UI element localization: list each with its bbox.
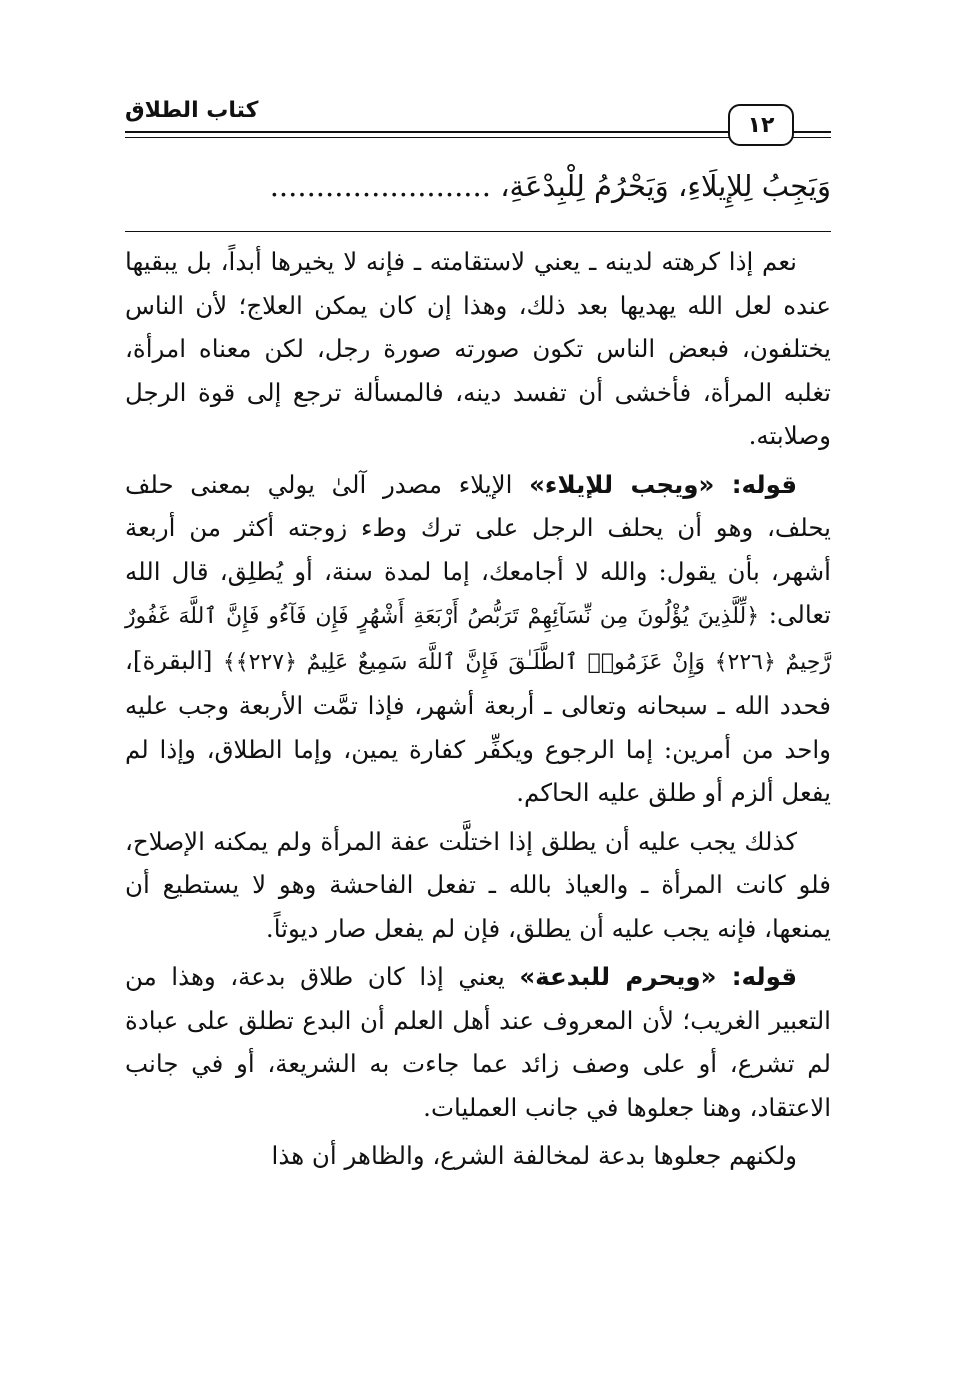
paragraph-4-lead: قوله: «ويحرم للبدعة»: [519, 962, 797, 991]
paragraph-1: نعم إذا كرهته لدينه ـ يعني لاستقامته ـ فإنه لا يخيرها أبداً، بل يبقيها عنده لعل الله يهديها بعد ذلك، وهذا إن كان يمكن العلاج؛ لأن الناس يختلفون، فبعض الناس تكون صورته صورة رجل، لكن معناه امرأة، تغلبه المرأة، فأخشى أن تفسد دينه، فالمسألة ترجع إلى قوة الرجل وصلابته.: [125, 247, 831, 450]
running-header: [125, 98, 831, 148]
paragraph-2-text-a: الإيلاء مصدر آلىٰ يولي بمعنى حلف يحلف، وهو أن يحلف الرجل على ترك وطء زوجته أكثر من أربعة أشهر، بأن يقول: والله لا أجامعك، إما لمدة سنة، أو يُطلِق، قال الله تعالى:: [125, 469, 831, 629]
header-rule: [125, 131, 831, 138]
paragraph-2-text-b: [البقرة]، فحدد الله ـ سبحانه وتعالى ـ أربعة أشهر، فإذا تمَّت الأربعة وجب عليه واحد من أمرين: إما الرجوع ويكفِّر كفارة يمين، وإما الطلاق، وإذا لم يفعل ألزم أو طلق عليه الحاكم.: [125, 645, 831, 807]
paragraph-2-lead: قوله: «ويجب للإيلاء»: [529, 469, 797, 499]
matn-line: [125, 158, 831, 214]
quran-verse: ﴿لِّلَّذِينَ يُؤْلُونَ مِن نِّسَآئِهِمْ تَرَبُّصُ أَرْبَعَةِ أَشْهُرٍ فَإِن فَآءُو فَإِنَّ ٱللَّهَ غَفُورٌ رَّحِيمٌ ﴿٢٢٦﴾ وَإِنْ عَزَمُوا۟ ٱلطَّلَـٰقَ فَإِنَّ ٱللَّهَ سَمِيعٌ عَلِيمٌ ﴿٢٢٧﴾﴾: [125, 604, 831, 675]
paragraph-3: كذلك يجب عليه أن يطلق إذا اختلَّت عفة المرأة ولم يمكنه الإصلاح، فلو كانت المرأة ـ والعياذ بالله ـ تفعل الفاحشة وهو لا يستطيع أن يمنعها، فإنه يجب عليه أن يطلق، فإن لم يفعل صار ديوثاً.: [125, 826, 831, 943]
matn-divider: [125, 231, 831, 232]
page-number: ١٢: [728, 104, 794, 146]
matn-text: وَيَجِبُ لِلإِيلَاءِ، وَيَحْرُمُ لِلْبِدْعَةِ،: [500, 169, 831, 203]
paragraph-5: ولكنهم جعلوها بدعة لمخالفة الشرع، والظاهر أن هذا: [271, 1141, 797, 1170]
commentary-body: [125, 240, 831, 1178]
matn-dots: ........................: [269, 169, 491, 203]
paragraph-2: [125, 463, 831, 815]
book-title: كتاب الطلاق: [125, 98, 266, 123]
paragraph-4-text: يعني إذا كان طلاق بدعة، وهذا من التعبير الغريب؛ لأن المعروف عند أهل العلم أن البدع تطلق على عبادة لم تشرع، أو على وصف زائد عما جاءت به الشريعة، أو في جانب الاعتقاد، وهنا جعلوها في جانب العمليات.: [125, 962, 831, 1122]
paragraph-4: [125, 955, 831, 1129]
